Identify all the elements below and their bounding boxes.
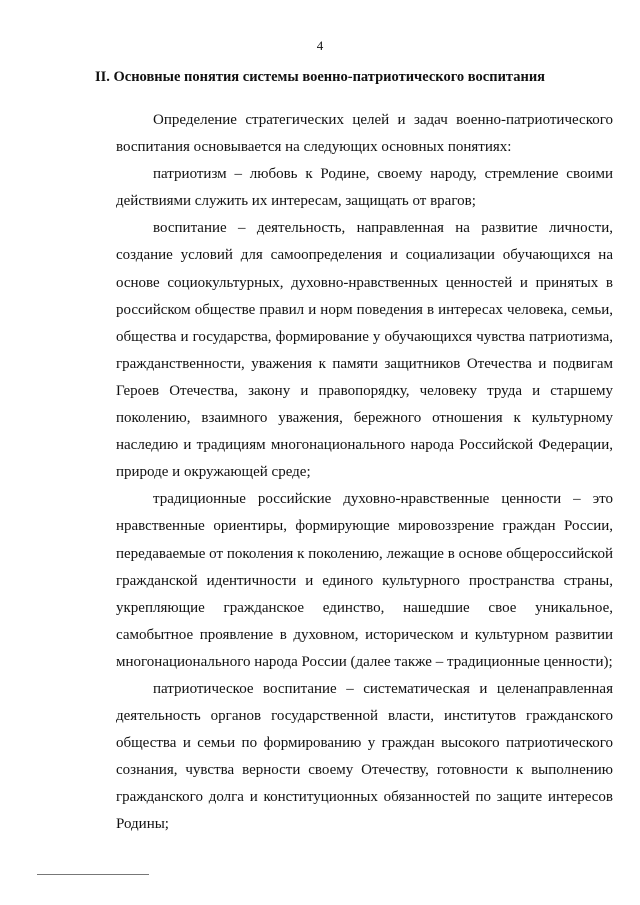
paragraph-intro: Определение стратегических целей и задач военно-патриотического воспитания основывается на следующих основных понятиях: [116, 112, 613, 156]
paragraph-traditional-values: традиционные российские духовно-нравственные ценности – это нравственные ориентиры, формирующие мировоззрение граждан России, передаваемые от поколения к поколению, лежащие в основе общероссийской гражданской идентичности и единого культурного пространства страны, укрепляющие гражданское единство, нашедшие свое уникальное, самобытное проявление в духовном, историческом и культурном развитии многонационального народа России (далее также – традиционные ценности); [116, 491, 613, 670]
footer-divider [37, 874, 149, 875]
paragraph-upbringing: воспитание – деятельность, направленная на развитие личности, создание условий для самоопределения и социализации обучающихся на основе социокультурных, духовно-нравственных ценностей и принятых в российском обществе правил и норм поведения в интересах человека, семьи, общества и государства, формирование у обучающихся чувства патриотизма, гражданственности, уважения к памяти защитников Отечества и подвигам Героев Отечества, закону и правопорядку, человеку труда и старшему поколению, взаимного уважения, бережного отношения к культурному наследию и традициям многонационального народа Российской Федерации, природе и окружающей среде; [116, 220, 613, 481]
paragraph-patriotism: патриотизм – любовь к Родине, своему народу, стремление своими действиями служить их интересам, защищать от врагов; [116, 166, 613, 210]
paragraph-patriotic-education: патриотическое воспитание – систематическая и целенаправленная деятельность органов государственной власти, институтов гражданского общества и семьи по формированию у граждан высокого патриотического сознания, чувства верности своему Отечеству, готовности к выполнению гражданского долга и конституционных обязанностей по защите интересов Родины; [116, 680, 613, 833]
section-heading: II. Основные понятия системы военно-патриотического воспитания [94, 69, 546, 85]
document-body [116, 107, 613, 839]
page-number: 4 [316, 38, 324, 53]
